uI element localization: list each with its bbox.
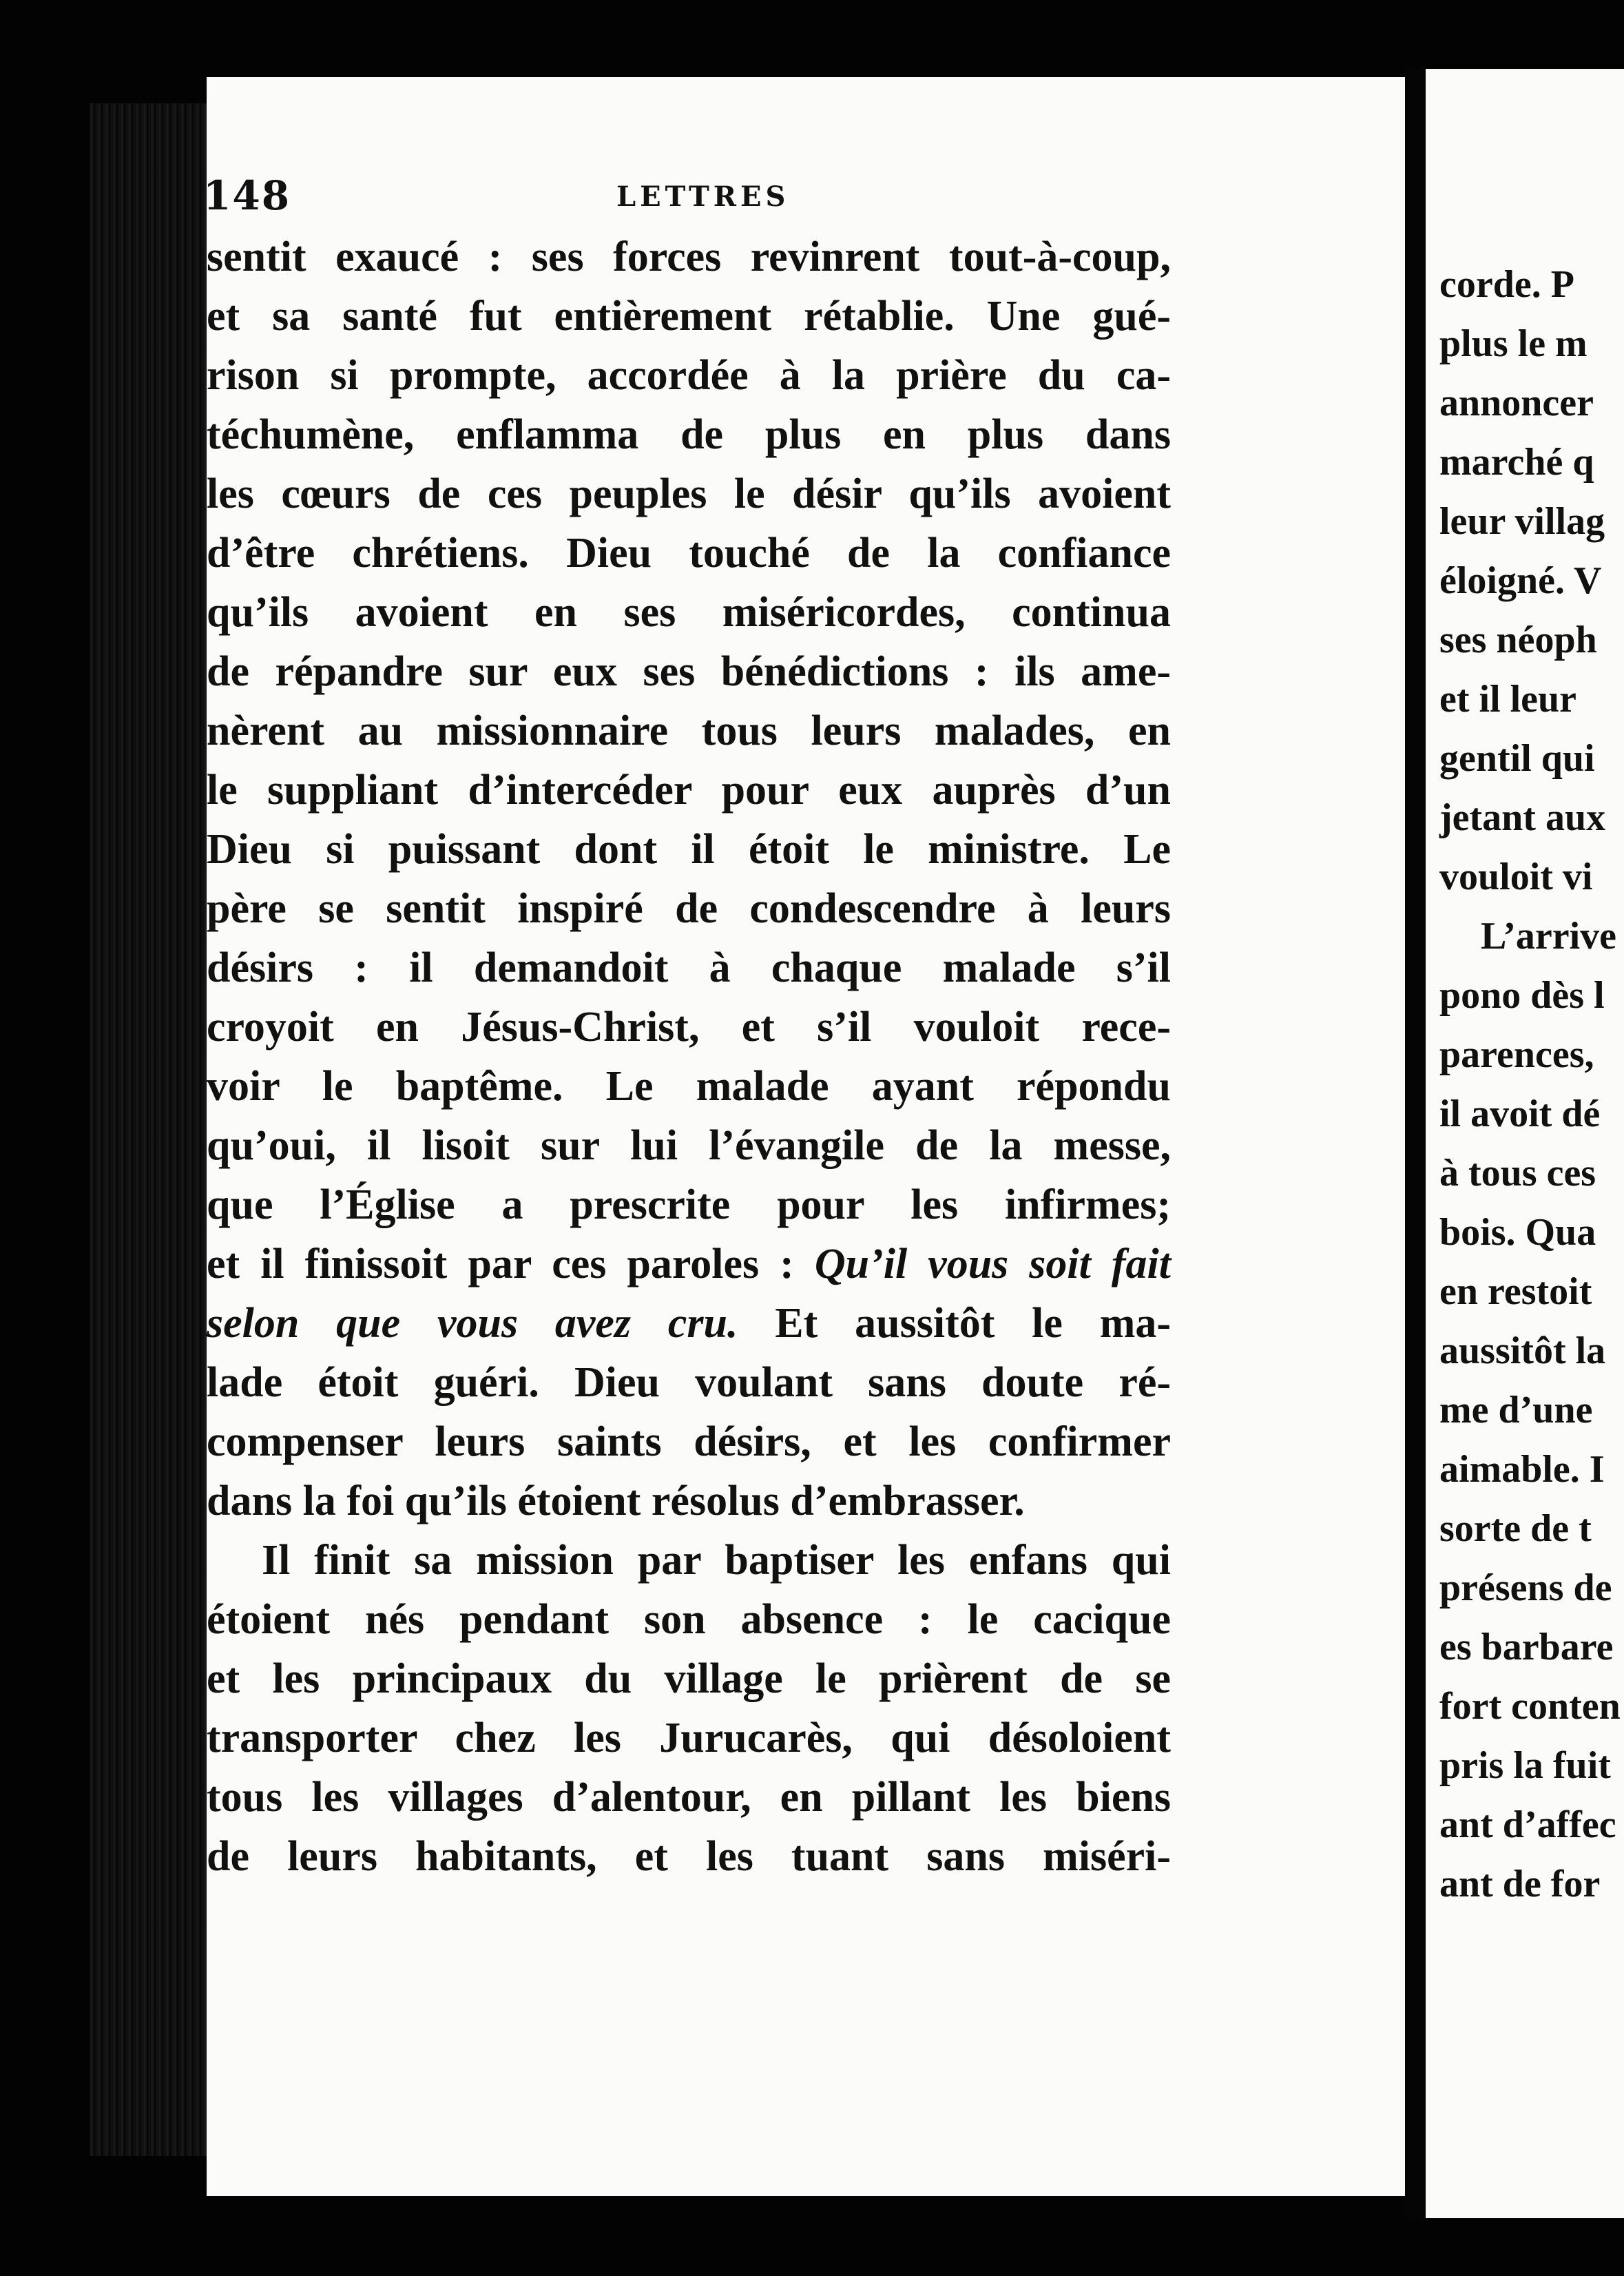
text-line: parences, — [1439, 1033, 1594, 1076]
line-text: d’être chrétiens. Dieu touché de la confiance — [207, 530, 1171, 577]
line-text: que l’Église a prescrite pour les infirmes; — [207, 1181, 1171, 1228]
line-text: les cœurs de ces peuples le désir qu’ils avoient — [207, 470, 1171, 517]
text-line — [207, 1175, 1171, 1234]
text-line: ses néoph — [1439, 619, 1597, 661]
running-head: LETTRES — [616, 180, 790, 213]
line-text: rison si prompte, accordée à la prière du ca- — [207, 352, 1171, 399]
line-text: Dieu si puissant dont il étoit le ministre. Le — [207, 826, 1171, 873]
text-line — [207, 1294, 1171, 1353]
page-header — [203, 172, 1167, 227]
text-line — [207, 227, 1171, 287]
right-page — [1426, 69, 1624, 2218]
text-line — [207, 1649, 1171, 1708]
text-line: me d’une — [1439, 1389, 1593, 1431]
text-line — [207, 1116, 1171, 1175]
text-line — [207, 1708, 1171, 1768]
text-line: en restoit — [1439, 1270, 1592, 1313]
text-line — [207, 1353, 1171, 1412]
line-text: de leurs habitants, et les tuant sans miséri- — [207, 1833, 1171, 1880]
text-line: pono dès l — [1439, 974, 1605, 1017]
page-number: 148 — [203, 172, 291, 219]
text-line — [207, 879, 1171, 938]
text-line: aussitôt la — [1439, 1330, 1606, 1372]
line-text: tous les villages d’alentour, en pillant les biens — [207, 1774, 1171, 1821]
text-line: leur villag — [1439, 500, 1605, 543]
text-line — [207, 287, 1171, 346]
left-page-text — [207, 227, 1171, 1886]
text-line — [207, 1471, 1171, 1531]
text-line: sorte de t — [1439, 1507, 1592, 1550]
line-text: compenser leurs saints désirs, et les confirmer — [207, 1418, 1171, 1465]
text-line: annoncer — [1439, 382, 1594, 424]
text-line: gentil qui — [1439, 737, 1595, 780]
text-line — [207, 1768, 1171, 1827]
text-line — [207, 997, 1171, 1057]
line-text: Et aussitôt le ma- — [738, 1300, 1172, 1347]
line-text: de répandre sur eux ses bénédictions : ils ame- — [207, 648, 1171, 695]
italic-text: selon que vous avez cru. — [207, 1300, 738, 1347]
line-text: voir le baptême. Le malade ayant répondu — [207, 1063, 1171, 1110]
text-line: pris la fuit — [1439, 1744, 1611, 1787]
text-line: L’arrive — [1481, 915, 1616, 958]
text-line: fort conten — [1439, 1685, 1621, 1728]
line-text: désirs : il demandoit à chaque malade s’il — [207, 944, 1171, 991]
text-line — [207, 1827, 1171, 1886]
text-line — [207, 1057, 1171, 1116]
text-line — [207, 1234, 1171, 1294]
line-text: et les principaux du village le prièrent de se — [207, 1655, 1171, 1702]
italic-text: Qu’il vous soit fait — [814, 1241, 1171, 1287]
text-line — [207, 820, 1171, 879]
text-line: jetant aux — [1439, 796, 1606, 839]
line-text: transporter chez les Jurucarès, qui désoloient — [207, 1715, 1171, 1761]
text-line: bois. Qua — [1439, 1211, 1596, 1254]
text-line: vouloit vi — [1439, 856, 1593, 898]
text-line — [207, 701, 1171, 761]
line-text: lade étoit guéri. Dieu voulant sans doute ré- — [207, 1359, 1171, 1406]
line-text: Il finit sa mission par baptiser les enfans qui — [262, 1537, 1171, 1584]
text-line — [207, 524, 1171, 583]
line-text: et sa santé fut entièrement rétablie. Une gué- — [207, 293, 1171, 340]
text-line: marché q — [1439, 441, 1594, 484]
text-line — [207, 1531, 1171, 1590]
text-line — [207, 642, 1171, 701]
line-text: qu’oui, il lisoit sur lui l’évangile de la messe, — [207, 1122, 1171, 1169]
text-line — [207, 405, 1171, 464]
book-page-edges — [90, 103, 214, 2156]
text-line — [207, 938, 1171, 997]
text-line: es barbare — [1439, 1626, 1614, 1668]
line-text: le suppliant d’intercéder pour eux auprès d’un — [207, 767, 1171, 814]
text-line: plus le m — [1439, 322, 1587, 365]
text-line — [207, 583, 1171, 642]
text-line: éloigné. V — [1439, 559, 1602, 602]
line-text: sentit exaucé : ses forces revinrent tout-à-coup, — [207, 234, 1171, 280]
text-line — [207, 1412, 1171, 1471]
line-text: nèrent au missionnaire tous leurs malades, en — [207, 707, 1171, 754]
text-line: il avoit dé — [1439, 1093, 1601, 1135]
line-text: étoient nés pendant son absence : le cacique — [207, 1596, 1171, 1643]
text-line: corde. P — [1439, 263, 1574, 306]
line-text: téchumène, enflamma de plus en plus dans — [207, 411, 1171, 458]
text-line: et il leur — [1439, 678, 1577, 721]
line-text: et il finissoit par ces paroles : — [207, 1241, 815, 1287]
line-text: croyoit en Jésus-Christ, et s’il vouloit rece- — [207, 1004, 1171, 1051]
text-line — [207, 346, 1171, 405]
text-line: ant d’affec — [1439, 1803, 1616, 1846]
text-line: à tous ces — [1439, 1152, 1596, 1194]
right-page-text — [1439, 255, 1624, 1914]
line-text: dans la foi qu’ils étoient résolus d’embrasser. — [207, 1478, 1025, 1524]
text-line: ant de for — [1439, 1863, 1601, 1905]
line-text: père se sentit inspiré de condescendre à leurs — [207, 885, 1171, 932]
text-line — [207, 1590, 1171, 1649]
text-line — [207, 464, 1171, 524]
line-text: qu’ils avoient en ses miséricordes, continua — [207, 589, 1171, 636]
text-line: présens de — [1439, 1566, 1612, 1609]
text-line — [207, 761, 1171, 820]
text-line: aimable. I — [1439, 1448, 1605, 1491]
